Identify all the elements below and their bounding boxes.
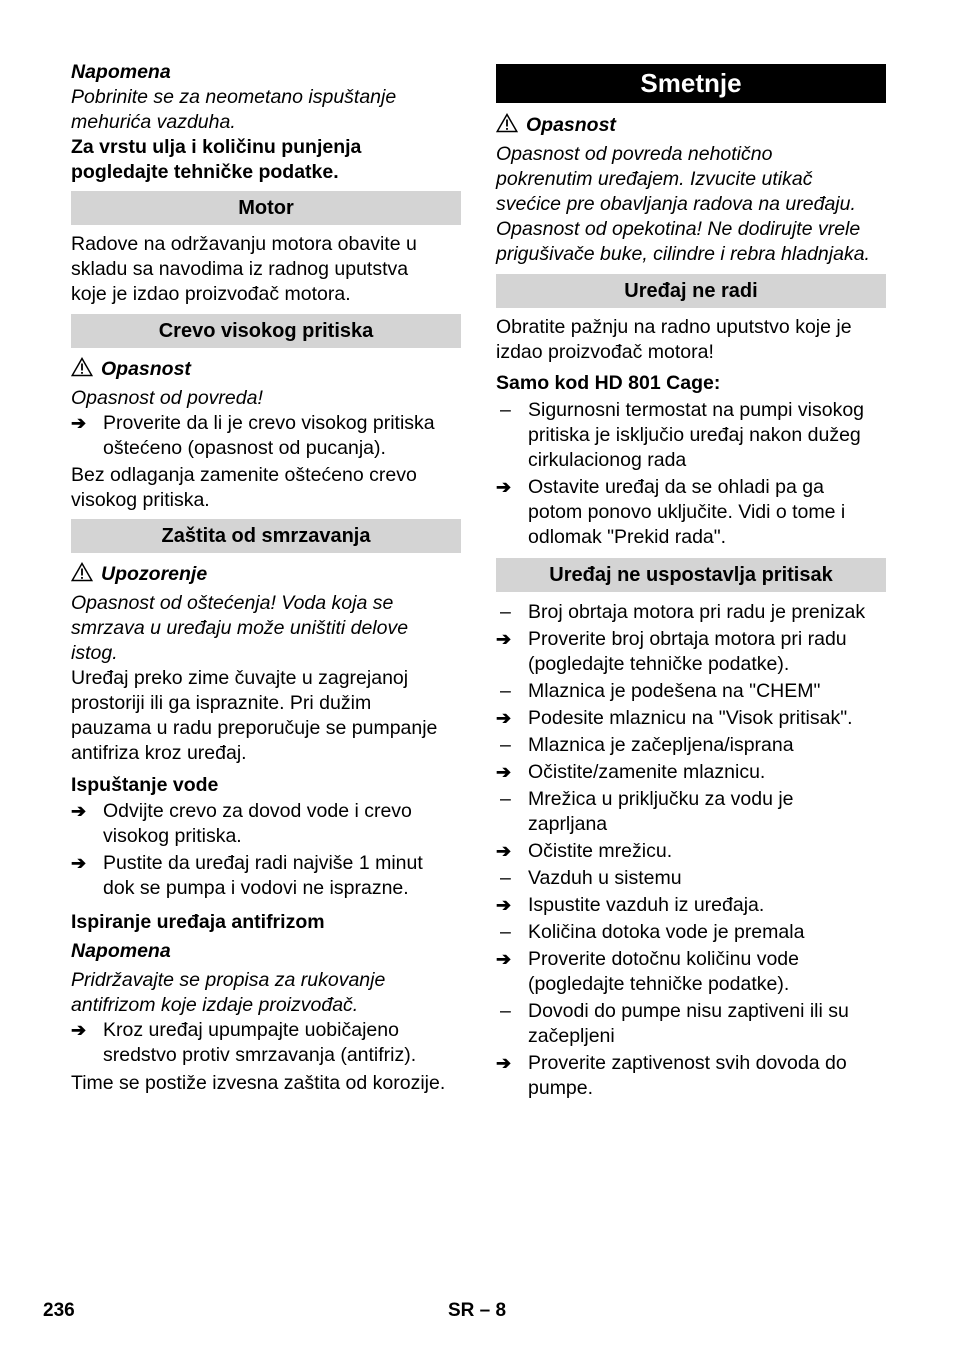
section-page-label: SR – 8 [448,1300,507,1321]
cause-item [496,600,886,625]
cause-item [496,866,886,891]
remedy-line: Ispustite vazduh iz uređaja. [528,894,765,916]
danger-text-line: Opasnost od povreda nehotično [496,143,773,165]
dash-bullet: – [500,399,511,421]
troubleshooting-title: Smetnje [496,64,886,103]
remedy-line: odlomak "Prekid rada". [528,526,727,548]
arrow-right-icon: ➔ [71,801,87,821]
remedy-item [496,947,886,997]
cause-line: Mlaznica je začepljena/isprana [528,734,794,756]
note-text-line: mehurića vazduha. [71,111,236,133]
paragraph-line: antifriza kroz uređaj. [71,742,247,764]
warning-triangle-icon [496,113,518,133]
remedy-item [496,475,886,550]
cause-line: Sigurnosni termostat na pumpi visokog [528,399,865,421]
arrow-right-icon: ➔ [496,477,512,497]
arrow-right-icon: ➔ [496,629,512,649]
cause-line: Dovodi do pumpe nisu zaptiveni ili su [528,1000,849,1022]
danger-text-line: svećice pre obavljanja radova na uređaju. [496,193,856,215]
instruction-item [71,411,461,461]
instruction-line: sredstvo protiv smrzavanja (antifriz). [103,1044,417,1066]
cause-line: Vazduh u sistemu [528,867,682,889]
cause-line: cirkulacionog rada [528,449,687,471]
instruction-line: Kroz uređaj upumpajte uobičajeno [103,1019,399,1041]
dash-bullet: – [500,680,511,702]
arrow-right-icon: ➔ [71,853,87,873]
note-label: Napomena [71,61,171,83]
paragraph-line: Radove na održavanju motora obavite u [71,233,417,255]
subheading-hd801: Samo kod HD 801 Cage: [496,372,721,394]
danger-text: Opasnost od povreda! [71,387,263,409]
remedy-line: Očistite mrežicu. [528,840,673,862]
dash-bullet: – [500,867,511,889]
note-label: Napomena [71,940,171,962]
paragraph-line: pauzama u radu preporučuje se pumpanje [71,717,438,739]
hose-section-heading: Crevo visokog pritiska [71,314,461,348]
warning-text-line: Opasnost od oštećenja! Voda koja se [71,592,394,614]
note-text-line: Pobrinite se za neometano ispuštanje [71,86,397,108]
cause-item [496,398,886,473]
warning-triangle-icon [71,357,93,377]
cause-line: začepljeni [528,1025,615,1047]
subheading-antifreeze: Ispiranje uređaja antifrizom [71,911,325,933]
note-text-line: Pridržavajte se propisa za rukovanje [71,969,386,991]
arrow-right-icon: ➔ [496,762,512,782]
cause-line: zaprljana [528,813,608,835]
cause-item [496,679,886,704]
warning-text-line: smrzava u uređaju može uništiti delove [71,617,409,639]
oil-note-line: pogledajte tehničke podatke. [71,161,339,183]
paragraph-line: Uređaj preko zime čuvajte u zagrejanoj [71,667,409,689]
instruction-line: dok se pumpa i vodovi ne isprazne. [103,877,409,899]
remedy-item [496,893,886,918]
warning-label-text: Upozorenje [101,563,208,585]
cause-line: Količina dotoka vode je premala [528,921,805,943]
oil-note-line: Za vrstu ulja i količinu punjenja [71,136,362,158]
right-column [496,64,886,1101]
cause-line: Broj obrtaja motora pri radu je prenizak [528,601,866,623]
danger-text-line: prigušivače buke, cilindre i rebra hladnjaka. [496,243,870,265]
cause-line: Mrežica u priključku za vodu je [528,788,794,810]
cause-item [496,733,886,758]
arrow-right-icon: ➔ [71,1020,87,1040]
dash-bullet: – [500,601,511,623]
left-column [71,60,461,1096]
cause-item [496,787,886,837]
arrow-right-icon: ➔ [496,895,512,915]
motor-paragraph [71,232,461,307]
instruction-item [71,1018,461,1068]
not-working-section-heading: Uređaj ne radi [496,274,886,308]
arrow-right-icon: ➔ [496,708,512,728]
remedy-line: (pogledajte tehničke podatke). [528,973,790,995]
danger-label-text: Opasnost [526,114,616,136]
note-text-line: antifrizom koje izdaje proizvođač. [71,994,359,1016]
motor-section-heading: Motor [71,191,461,225]
instruction-line: Pustite da uređaj radi najviše 1 minut [103,852,423,874]
paragraph-line: izdao proizvođač motora! [496,341,714,363]
remedy-line: Proverite zaptivenost svih dovoda do [528,1052,847,1074]
danger-label [71,357,461,382]
remedy-item [496,627,886,677]
remedy-line: potom ponovo uključite. Vidi o tome i [528,501,846,523]
dash-bullet: – [500,788,511,810]
cause-item [496,920,886,945]
page-number: 236 [43,1300,75,1321]
remedy-line: Ostavite uređaj da se ohladi pa ga [528,476,824,498]
danger-label [496,113,886,138]
warning-triangle-icon [71,562,93,582]
remedy-line: (pogledajte tehničke podatke). [528,653,790,675]
remedy-line: Podesite mlaznicu na "Visok pritisak". [528,707,853,729]
paragraph-line: Obratite pažnju na radno uputstvo koje je [496,316,852,338]
dash-bullet: – [500,734,511,756]
dash-bullet: – [500,921,511,943]
cause-line: Mlaznica je podešena na "CHEM" [528,680,821,702]
remedy-item [496,1051,886,1101]
frost-section-heading: Zaštita od smrzavanja [71,519,461,553]
paragraph-line: Time se postiže izvesna zaštita od korozije. [71,1072,446,1094]
arrow-right-icon: ➔ [496,1053,512,1073]
warning-text-line: istog. [71,642,118,664]
paragraph-line: skladu sa navodima iz radnog uputstva [71,258,409,280]
subheading-drain: Ispuštanje vode [71,774,219,796]
danger-label-text: Opasnost [101,358,191,380]
dash-bullet: – [500,1000,511,1022]
cause-item [496,999,886,1049]
paragraph-line: prostoriji ili ga ispraznite. Pri dužim [71,692,372,714]
instruction-item [71,851,461,901]
arrow-right-icon: ➔ [71,413,87,433]
remedy-line: Proverite broj obrtaja motora pri radu [528,628,847,650]
arrow-right-icon: ➔ [496,949,512,969]
remedy-item [496,839,886,864]
danger-text-line: pokrenutim uređajem. Izvucite utikač [496,168,813,190]
arrow-right-icon: ➔ [496,841,512,861]
remedy-line: pumpe. [528,1077,594,1099]
paragraph-line: koje je izdao proizvođač motora. [71,283,351,305]
paragraph-line: Bez odlaganja zamenite oštećeno crevo [71,464,417,486]
remedy-line: Proverite dotočnu količinu vode [528,948,799,970]
no-pressure-section-heading: Uređaj ne uspostavlja pritisak [496,558,886,592]
remedy-line: Očistite/zamenite mlaznicu. [528,761,766,783]
warning-label [71,562,461,587]
instruction-line: Proverite da li je crevo visokog pritiska [103,412,435,434]
remedy-item [496,706,886,731]
cause-line: pritiska je isključio uređaj nakon dužeg [528,424,861,446]
paragraph-line: visokog pritiska. [71,489,210,511]
danger-text-line: Opasnost od opekotina! Ne dodirujte vrele [496,218,861,240]
instruction-line: visokog pritiska. [103,825,242,847]
instruction-line: oštećeno (opasnost od pucanja). [103,437,386,459]
instruction-item [71,799,461,849]
instruction-line: Odvijte crevo za dovod vode i crevo [103,800,412,822]
remedy-item [496,760,886,785]
